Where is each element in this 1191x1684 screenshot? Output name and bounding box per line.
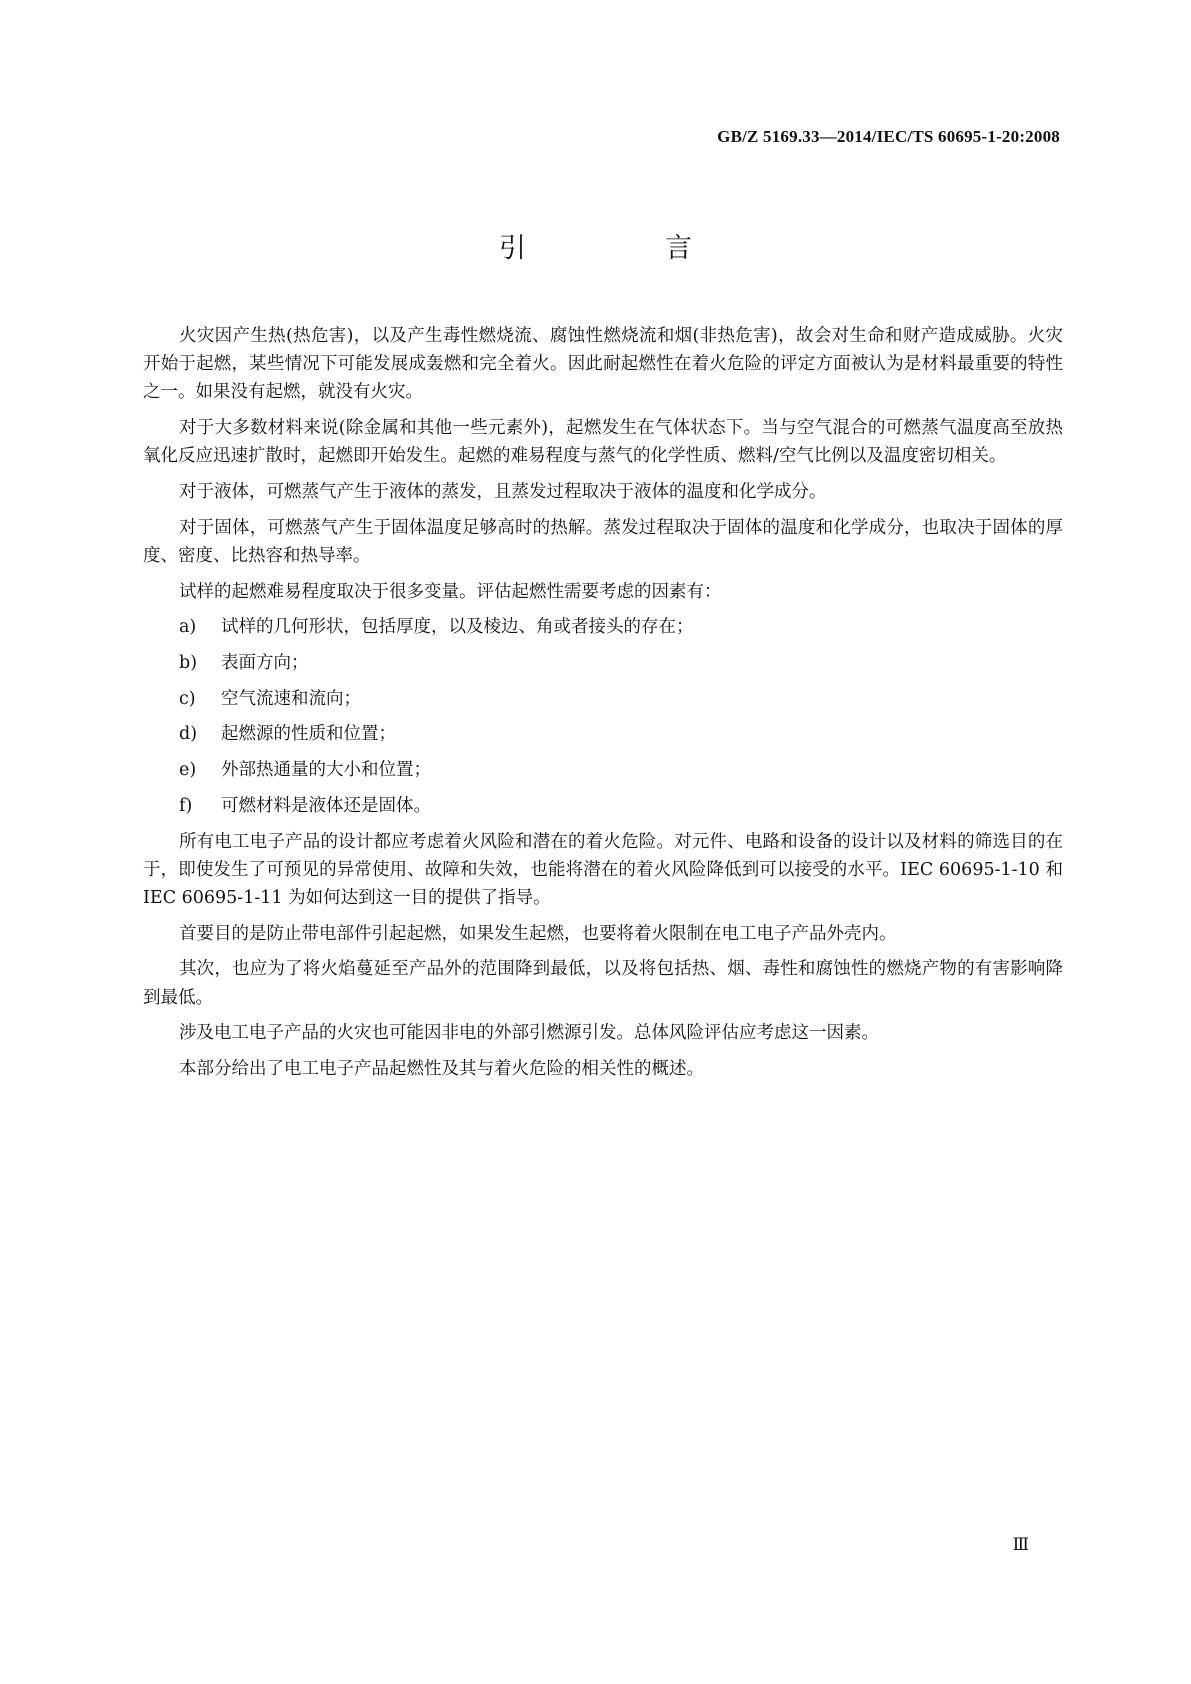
list-item-text: 表面方向； <box>221 653 309 674</box>
list-item <box>143 613 1063 641</box>
paragraph: 对于大多数材料来说(除金属和其他一些元素外)，起燃发生在气体状态下。当与空气混合的可燃蒸气温度高至放热氧化反应迅速扩散时，起燃即开始发生。起燃的难易程度与蒸气的化学性质、燃料/空气比例以及温度密切相关。 <box>143 418 1063 467</box>
list-item <box>143 649 1063 677</box>
list-item <box>143 685 1063 713</box>
standard-number-header: GB/Z 5169.33—2014/IEC/TS 60695-1-20:2008 <box>717 127 1060 146</box>
paragraph: 首要目的是防止带电部件引起起燃，如果发生起燃，也要将着火限制在电工电子产品外壳内。 <box>179 923 897 944</box>
paragraph: 涉及电工电子产品的火灾也可能因非电的外部引燃源引发。总体风险评估应考虑这一因素。 <box>179 1023 879 1044</box>
list-item <box>143 720 1063 748</box>
list-marker: e) <box>179 760 197 781</box>
list-item <box>143 792 1063 820</box>
list-item-text: 起燃源的性质和位置； <box>221 724 396 745</box>
page-title: 引 言 <box>499 233 748 264</box>
paragraph: 本部分给出了电工电子产品起燃性及其与着火危险的相关性的概述。 <box>179 1058 704 1079</box>
list-marker: c) <box>179 688 196 709</box>
paragraph: 所有电工电子产品的设计都应考虑着火风险和潜在的着火危险。对元件、电路和设备的设计以及材料的筛选目的在于，即使发生了可预见的异常使用、故障和失效，也能将潜在的着火风险降低到可以接受的水平。IEC 60695-1-10 和 IEC 60695-1-11 为如何达到这一目的提供了指导。 <box>143 831 1063 908</box>
list-item-text: 可燃材料是液体还是固体。 <box>221 795 431 816</box>
list-marker: b) <box>179 653 198 674</box>
list-marker: a) <box>179 617 197 638</box>
list-marker: f) <box>179 795 193 816</box>
page-number: Ⅲ <box>1012 1535 1029 1554</box>
paragraph: 火灾因产生热(热危害)，以及产生毒性燃烧流、腐蚀性燃烧流和烟(非热危害)，故会对生命和财产造成威胁。火灾开始于起燃，某些情况下可能发展成轰燃和完全着火。因此耐起燃性在着火危险的评定方面被认为是材料最重要的特性之一。如果没有起燃，就没有火灾。 <box>143 326 1063 403</box>
list-marker: d) <box>179 724 198 745</box>
list-item <box>143 756 1063 784</box>
paragraph: 对于固体，可燃蒸气产生于固体温度足够高时的热解。蒸发过程取决于固体的温度和化学成分，也取决于固体的厚度、密度、比热容和热导率。 <box>143 517 1063 566</box>
list-item-text: 试样的几何形状，包括厚度，以及棱边、角或者接头的存在； <box>221 617 694 638</box>
list-item-text: 外部热通量的大小和位置； <box>221 760 431 781</box>
list-item-text: 空气流速和流向； <box>221 688 361 709</box>
paragraph: 对于液体，可燃蒸气产生于液体的蒸发，且蒸发过程取决于液体的温度和化学成分。 <box>179 482 827 503</box>
paragraph: 试样的起燃难易程度取决于很多变量。评估起燃性需要考虑的因素有： <box>179 581 722 602</box>
paragraph: 其次，也应为了将火焰蔓延至产品外的范围降到最低，以及将包括热、烟、毒性和腐蚀性的燃烧产物的有害影响降到最低。 <box>143 959 1063 1008</box>
document-body <box>143 322 1063 1091</box>
